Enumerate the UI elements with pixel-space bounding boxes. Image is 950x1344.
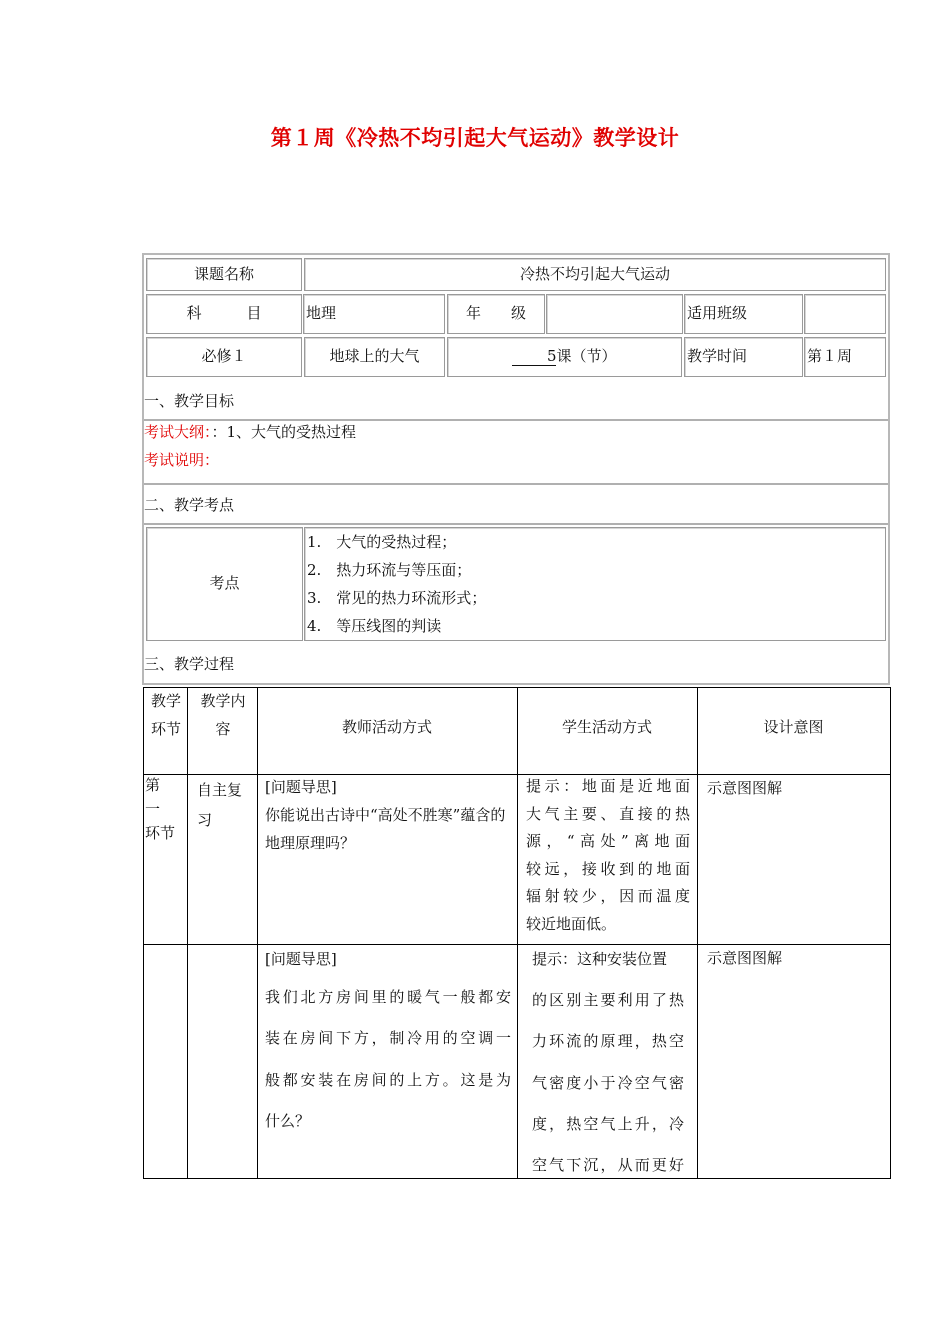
stage-cell: 第 一 环节 bbox=[145, 776, 176, 842]
process-heading: 三、教学过程 bbox=[144, 655, 235, 673]
header-intent: 设计意图 bbox=[763, 718, 824, 736]
col-divider bbox=[517, 688, 518, 1178]
teacher-cell bbox=[265, 946, 511, 972]
exam-explain-label: 考试说明： bbox=[144, 451, 220, 469]
student-cell: 提示：地面是近地面 大气主要、直接的热 源，“高处”离地面 较远，接收到的地面 辐射较少，因而温度 较近地面低。 bbox=[526, 777, 690, 933]
time-label: 教学时间 bbox=[684, 337, 803, 377]
teacher-question: 你能说出古诗中“高处不胜寒”蕴含的地理原理吗？ bbox=[265, 806, 506, 852]
subject-label: 科 目 bbox=[146, 294, 302, 334]
topic-value: 冷热不均引起大气运动 bbox=[304, 258, 886, 291]
header-stage: 教学 环节 bbox=[150, 692, 181, 738]
keypoint-item: 2. 热力环流与等压面； bbox=[307, 561, 472, 579]
grade-value bbox=[546, 294, 683, 334]
header-teacher: 教师活动方式 bbox=[341, 718, 432, 736]
exam-outline-label: 考试大纲： bbox=[144, 423, 212, 441]
teacher-question: 我们北方房间里的暖气一般都安 装在房间下方，制冷用的空调一 般都安装在房间的上方。这是为 什么？ bbox=[265, 988, 511, 1130]
keypoint-item: 4. 等压线图的判读 bbox=[307, 617, 442, 635]
col-divider bbox=[257, 688, 258, 1178]
lesson-suffix: 课（节） bbox=[556, 347, 617, 366]
row-divider bbox=[144, 944, 890, 945]
subject-value: 地理 bbox=[303, 294, 445, 334]
process-table bbox=[143, 687, 891, 1179]
keypoints-heading-row bbox=[144, 485, 888, 525]
problem-tag: [问题导思] bbox=[265, 950, 337, 968]
lesson-cell bbox=[447, 337, 682, 377]
keypoints-label: 考点 bbox=[146, 527, 303, 641]
content-cell: 自主复 习 bbox=[197, 781, 243, 829]
time-value: 第１周 bbox=[804, 337, 886, 377]
goals-heading-row bbox=[144, 380, 888, 421]
keypoints-list bbox=[304, 527, 886, 641]
keypoint-item: 1. 大气的受热过程； bbox=[307, 533, 457, 551]
intent-cell: 示意图图解 bbox=[707, 779, 783, 797]
goals-heading: 一、教学目标 bbox=[144, 392, 235, 410]
problem-tag: [问题导思] bbox=[265, 778, 337, 796]
student-cell-continued: 的区别主要利用了热 力环流的原理，热空 气密度小于冷空气密 度，热空气上升，冷 空气下沉，从而更好 bbox=[532, 991, 684, 1175]
book-cell: 必修１ bbox=[146, 337, 302, 377]
col-divider bbox=[697, 688, 698, 1178]
row-divider bbox=[144, 774, 890, 775]
chapter-cell: 地球上的大气 bbox=[304, 337, 445, 377]
exam-outline-text: ：1、大气的受热过程 bbox=[211, 423, 357, 441]
goals-body bbox=[144, 421, 888, 485]
header-student: 学生活动方式 bbox=[561, 718, 652, 736]
teacher-cell bbox=[265, 773, 513, 857]
intent-cell: 示意图图解 bbox=[707, 949, 783, 967]
class-value bbox=[804, 294, 886, 334]
lesson-number: 5 bbox=[512, 348, 556, 366]
grade-label: 年 级 bbox=[447, 294, 545, 334]
keypoint-item: 3. 常见的热力环流形式； bbox=[307, 589, 487, 607]
keypoints-heading: 二、教学考点 bbox=[144, 496, 235, 514]
class-label: 适用班级 bbox=[684, 294, 803, 334]
process-heading-row bbox=[144, 645, 888, 685]
topic-label: 课题名称 bbox=[146, 258, 302, 291]
col-divider bbox=[187, 688, 188, 1178]
document-title: 第１周《冷热不均引起大气运动》教学设计 bbox=[270, 125, 680, 150]
student-cell: 提示：这种安装位置 bbox=[532, 950, 668, 968]
header-content: 教学内 容 bbox=[200, 692, 246, 738]
